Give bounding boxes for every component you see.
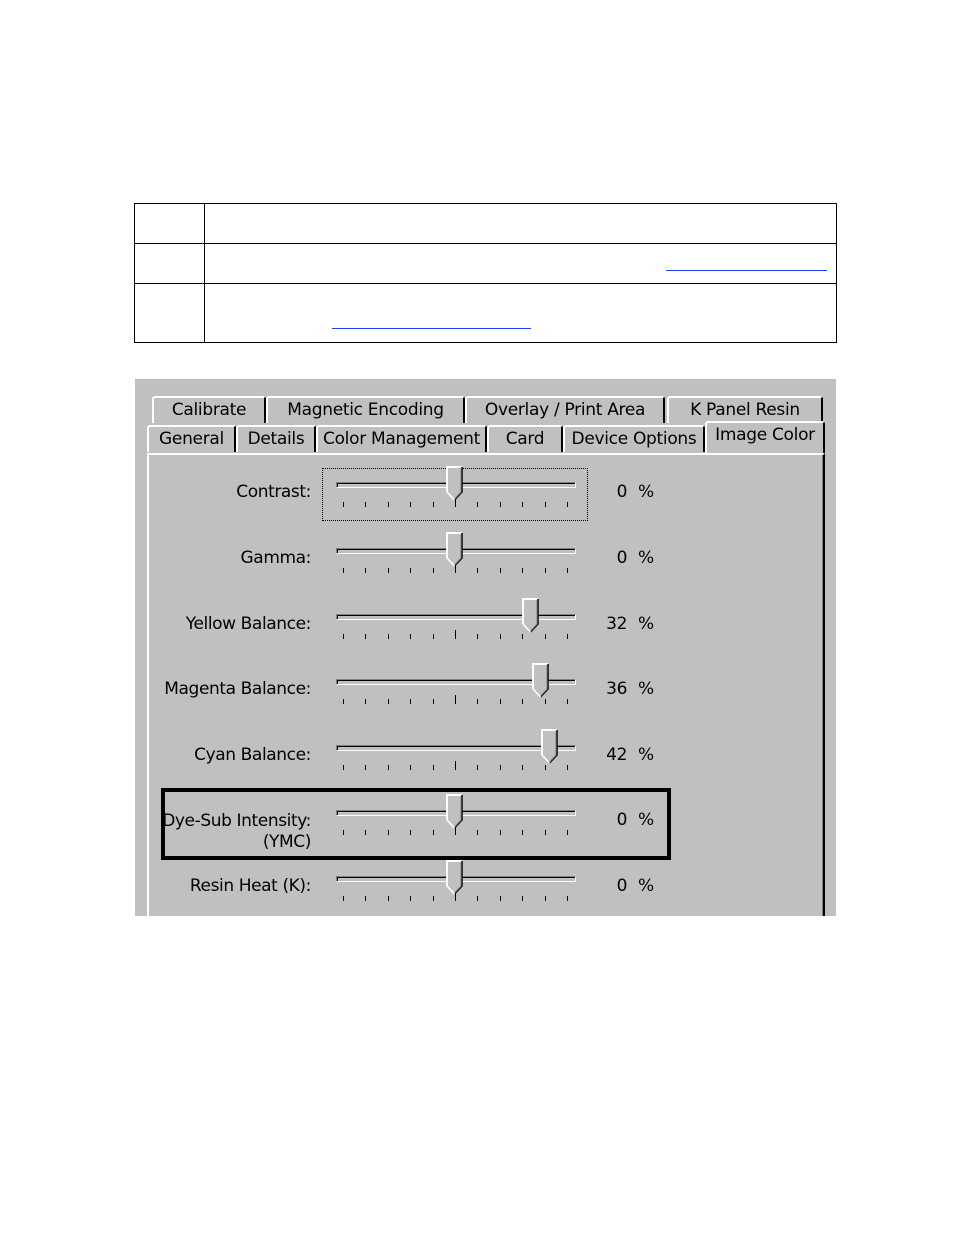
- slider-label-line2: (YMC): [262, 832, 311, 852]
- slider-value: 0: [616, 810, 627, 830]
- instruction-table: [134, 203, 837, 343]
- slider-label: Magenta Balance:: [164, 679, 311, 699]
- table-row: [135, 284, 837, 343]
- percent-unit: %: [638, 745, 655, 765]
- percent-unit: %: [638, 548, 655, 568]
- tab-image-color[interactable]: Image Color: [705, 421, 825, 453]
- slider-value: 36: [606, 679, 627, 699]
- slider-value: 42: [606, 745, 627, 765]
- tab-k-panel-resin[interactable]: K Panel Resin: [667, 396, 823, 423]
- slider-label: Gamma:: [240, 548, 311, 568]
- slider-label: Yellow Balance:: [185, 614, 311, 634]
- callout-highlight-box: [161, 788, 671, 860]
- table-row: [135, 244, 837, 284]
- hyperlink-underline[interactable]: [666, 270, 827, 271]
- step-cell: [135, 284, 205, 343]
- step-cell: [135, 244, 205, 284]
- slider-value: 0: [616, 482, 627, 502]
- tab-calibrate[interactable]: Calibrate: [152, 396, 266, 423]
- slider-value: 0: [616, 876, 627, 896]
- tab-color-management[interactable]: Color Management: [316, 425, 487, 452]
- tab-details[interactable]: Details: [236, 425, 316, 452]
- percent-unit: %: [638, 679, 655, 699]
- tab-device-options[interactable]: Device Options: [563, 425, 705, 452]
- percent-unit: %: [638, 876, 655, 896]
- tab-overlay-print-area[interactable]: Overlay / Print Area: [465, 396, 665, 423]
- slider-value: 0: [616, 548, 627, 568]
- printer-properties-dialog: [135, 379, 836, 916]
- table-row: [135, 204, 837, 244]
- percent-unit: %: [638, 810, 655, 830]
- tab-card[interactable]: Card: [487, 425, 563, 452]
- hyperlink-underline[interactable]: [332, 328, 531, 329]
- slider-value: 32: [606, 614, 627, 634]
- slider-label: Resin Heat (K):: [189, 876, 311, 896]
- percent-unit: %: [638, 482, 655, 502]
- text-cell: [205, 244, 837, 284]
- text-cell: [205, 284, 837, 343]
- step-cell: [135, 204, 205, 244]
- slider-label: Dye-Sub Intensity:: [162, 811, 311, 831]
- slider-label: Cyan Balance:: [194, 745, 311, 765]
- tab-general[interactable]: General: [147, 425, 236, 452]
- percent-unit: %: [638, 614, 655, 634]
- tab-magnetic-encoding[interactable]: Magnetic Encoding: [266, 396, 465, 423]
- text-cell: [205, 204, 837, 244]
- slider-label: Contrast:: [236, 482, 311, 502]
